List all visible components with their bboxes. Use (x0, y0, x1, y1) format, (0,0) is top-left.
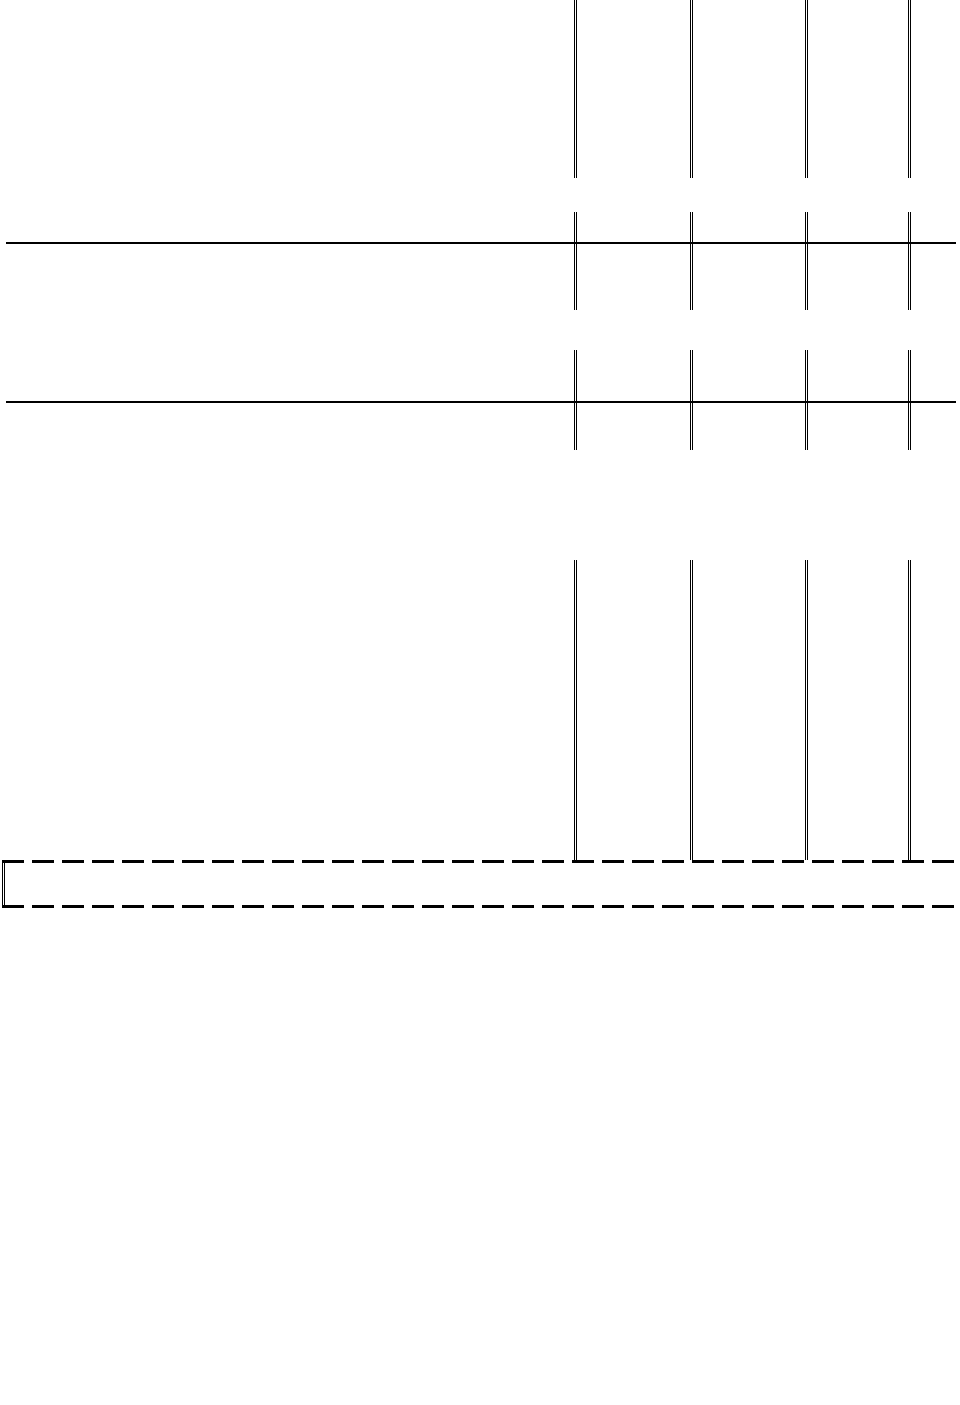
section-underline (6, 242, 956, 244)
column-rule (805, 350, 808, 450)
column-rule (574, 350, 577, 450)
section-37-header (0, 215, 960, 241)
column-rule (908, 0, 911, 178)
column-rule (805, 0, 808, 178)
reserves-total-row (0, 790, 960, 818)
column-rule (690, 0, 693, 178)
column-rule (574, 0, 577, 178)
section-underline (6, 401, 956, 403)
dashed-top-border (2, 860, 958, 863)
column-rule (908, 350, 911, 450)
section-61-header (0, 374, 960, 400)
dashed-bottom-border (2, 905, 958, 908)
column-rule (690, 350, 693, 450)
expenditure-total-row (0, 875, 960, 903)
